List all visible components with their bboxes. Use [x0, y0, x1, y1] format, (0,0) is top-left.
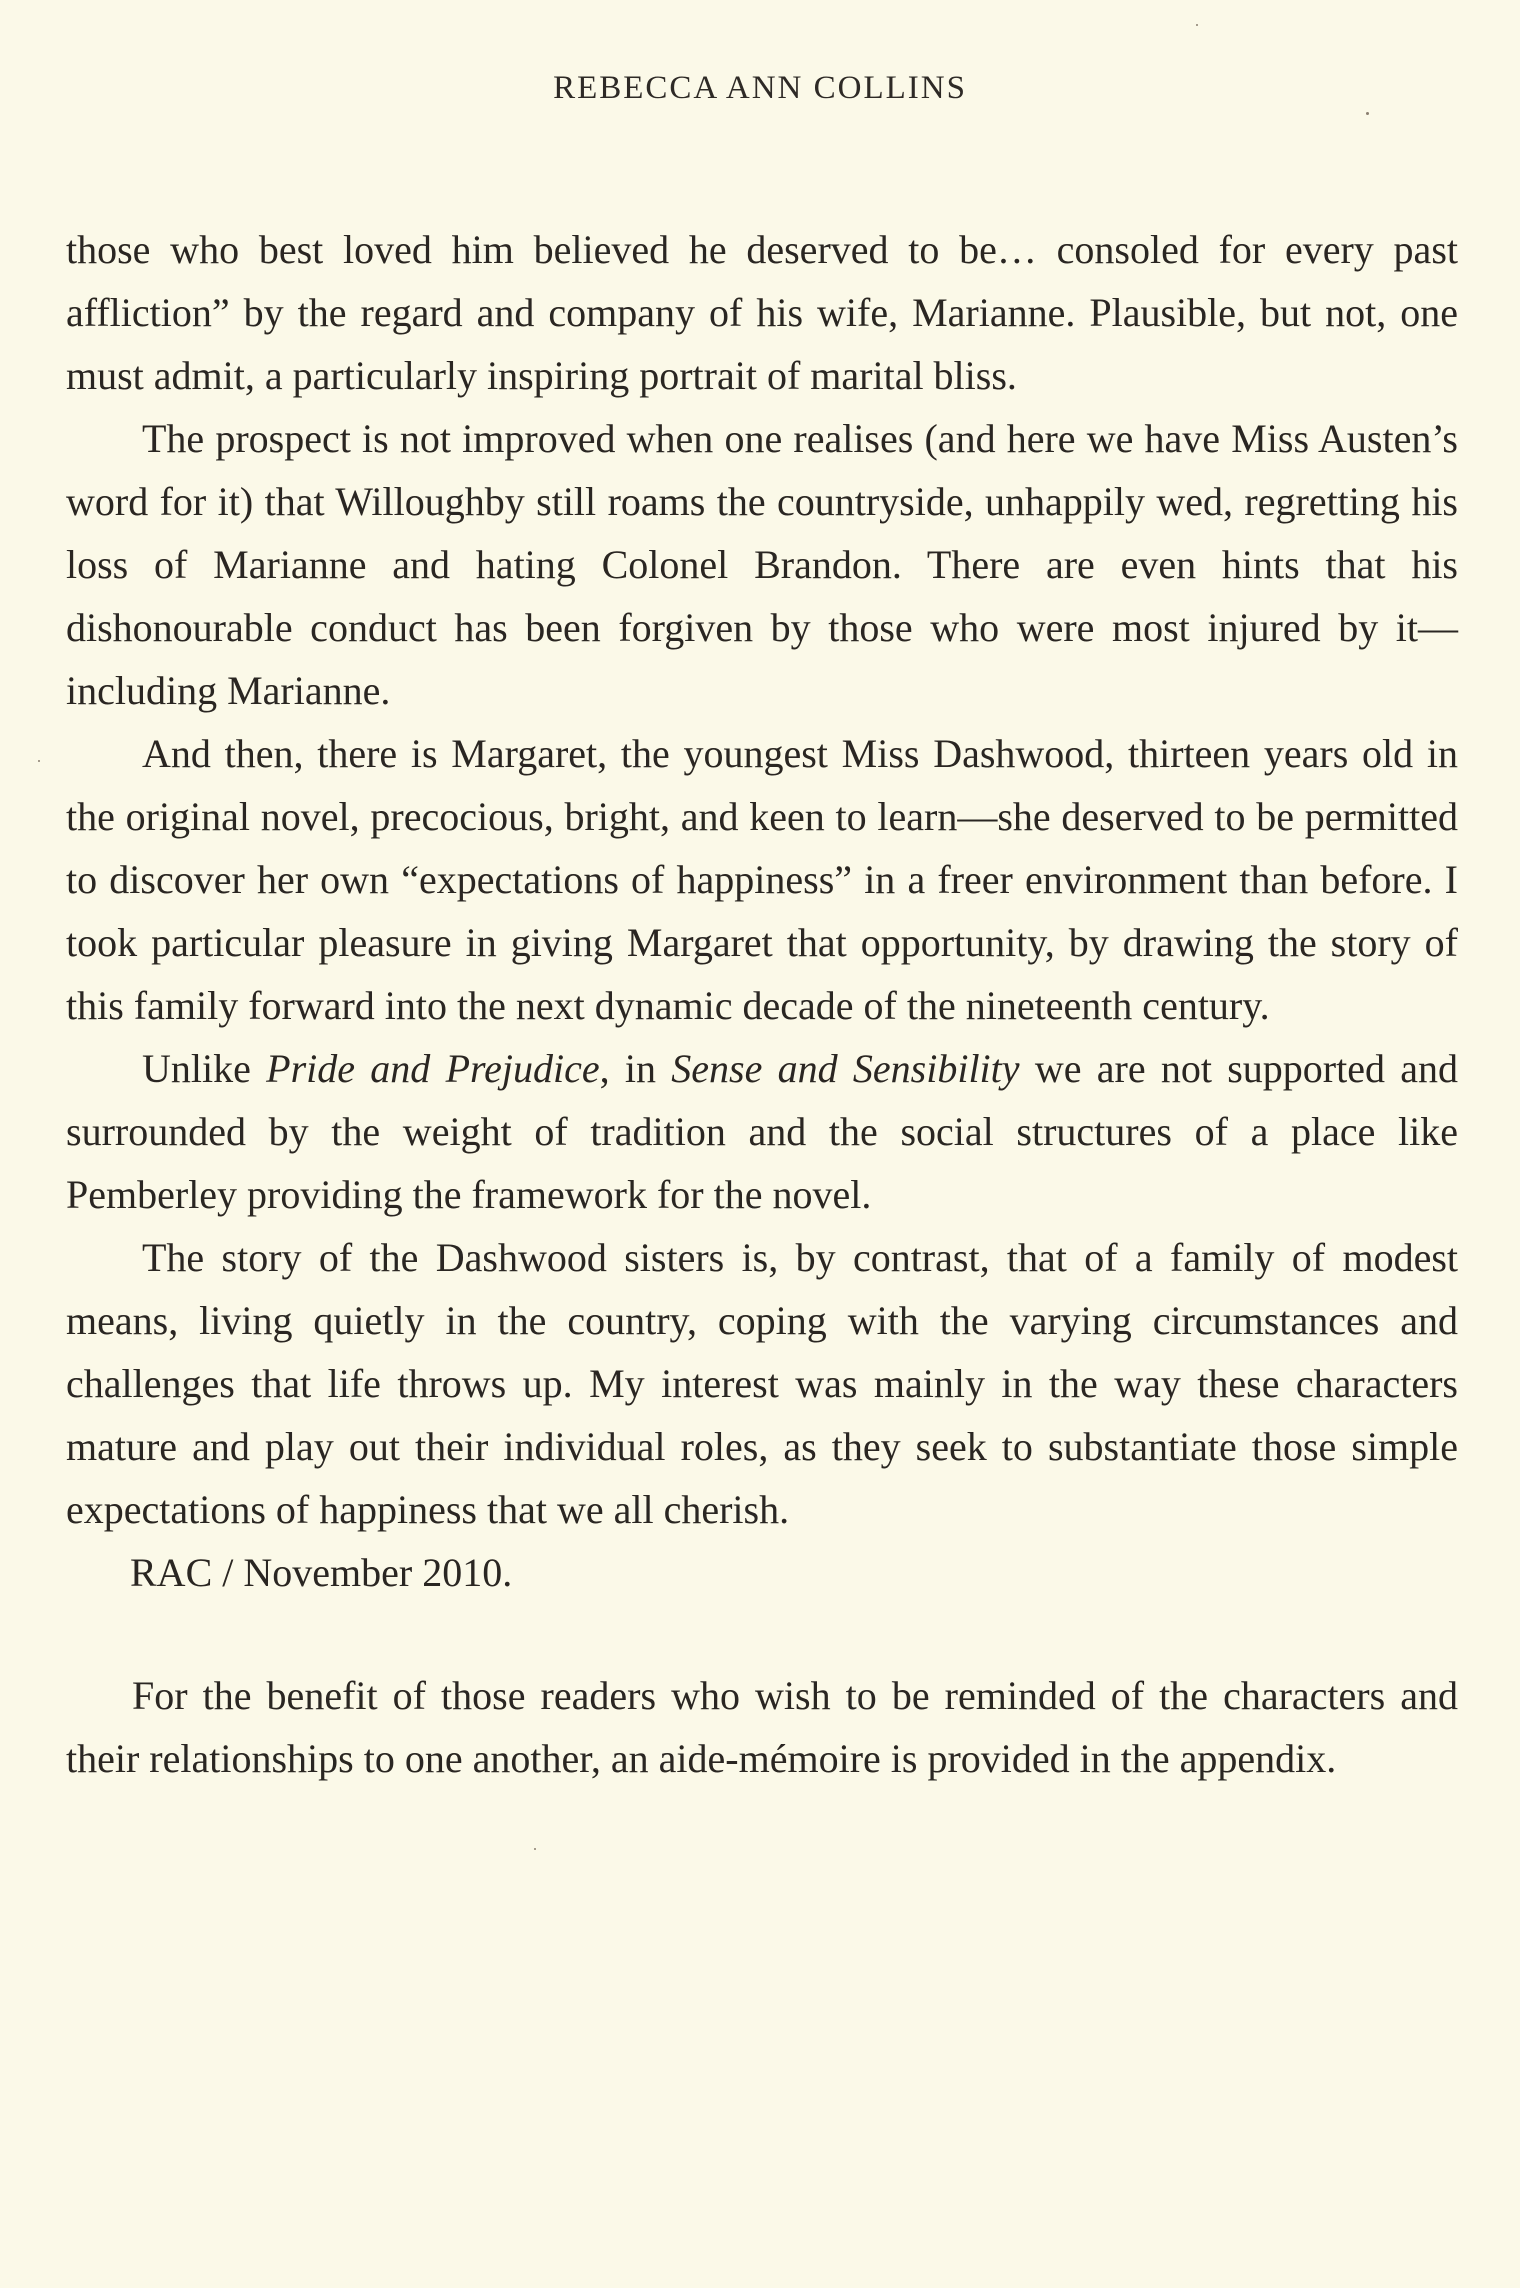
paper-speck	[1366, 112, 1369, 115]
title-sense-and-sensibility: Sense and Sensibility	[671, 1046, 1020, 1091]
paragraph-dashwood-story: The story of the Dashwood sisters is, by contrast, that of a family of modest means, living quietly in the country, coping with the varying circumstances and challenges that life throws up. My interest was mainly in the way these characters mature and play out their individual roles, as they seek to substantiate those simple expectations of happiness that we all cherish.	[66, 1235, 1458, 1532]
appendix-note: For the benefit of those readers who wish to be reminded of the characters and their relationships to one another, an aide-mémoire is provided in the appendix.	[66, 1673, 1458, 1781]
paragraph-margaret: And then, there is Margaret, the youngest Miss Dashwood, thirteen years old in the original novel, precocious, bright, and keen to learn—she deserved to be permitted to discover her own “expectations of happiness” in a freer environment than before. I took particular pleasure in giving Margaret that opportunity, by drawing the story of this family forward into the next dynamic decade of the nineteenth century.	[66, 731, 1458, 1028]
paragraph-comparison-text-2: , in	[599, 1046, 672, 1091]
title-pride-and-prejudice: Pride and Prejudice	[266, 1046, 600, 1091]
paper-speck	[1196, 24, 1198, 26]
paragraph-continued: those who best loved him believed he deserved to be… consoled for every past affliction” by the regard and company of his wife, Marianne. Plausible, but not, one must admit, a particularly inspiring portrait of marital bliss.	[66, 227, 1458, 398]
author-signature: RAC / November 2010.	[130, 1550, 513, 1595]
paper-speck	[534, 1848, 536, 1850]
paper-speck	[38, 760, 40, 762]
paragraph-comparison-text-1: Unlike	[142, 1046, 267, 1091]
running-head: REBECCA ANN COLLINS	[553, 70, 967, 106]
paragraph-comparison-text-3: we are not supported and surrounded by the weight of tradition and the social structures of a place like Pemberley providing the framework for the novel.	[66, 1046, 1459, 1217]
page-body	[66, 218, 1458, 1790]
paragraph-comparison	[66, 1037, 1458, 1226]
paragraph-willoughby: The prospect is not improved when one realises (and here we have Miss Austen’s word for it) that Willoughby still roams the countryside, unhappily wed, regretting his loss of Marianne and hating Colonel Brandon. There are even hints that his dishonourable conduct has been forgiven by those who were most injured by it—including Marianne.	[66, 416, 1458, 713]
